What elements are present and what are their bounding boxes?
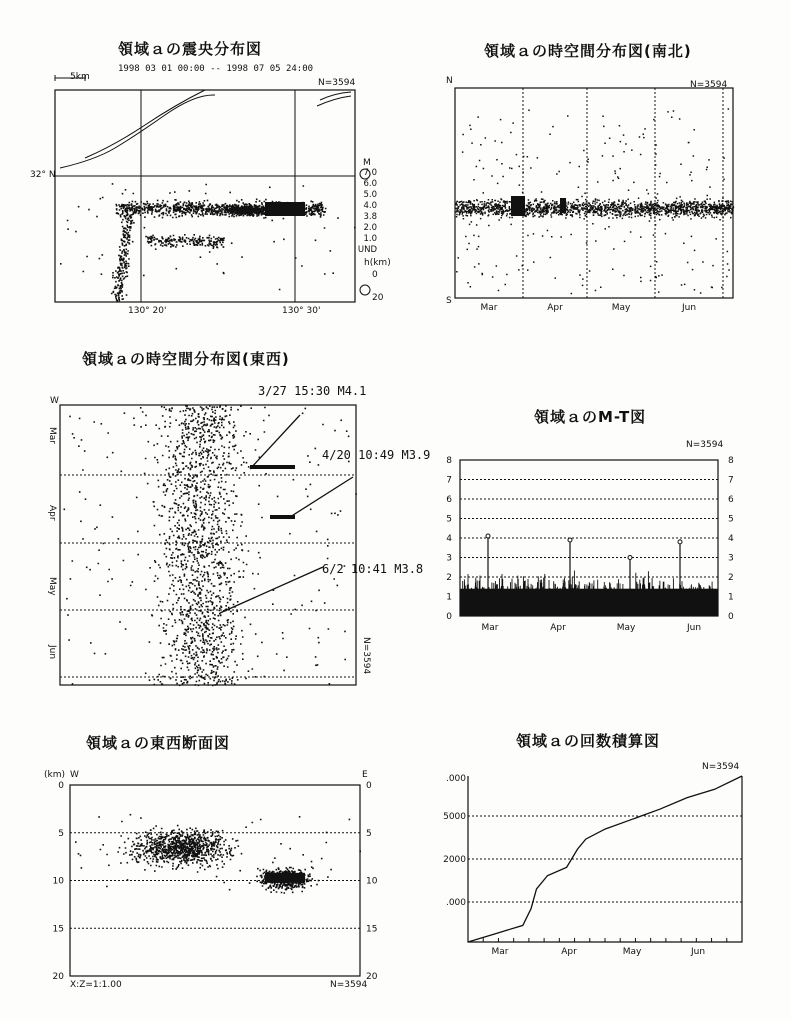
ew-section-count: N=3594 <box>330 980 368 990</box>
ew-section-km-label: (km) <box>44 770 66 780</box>
section-y-tick-right: 5 <box>366 828 372 839</box>
ew-spacetime-chart <box>47 405 371 685</box>
mt-y-tick-right: 6 <box>728 495 734 505</box>
ew-section-title: 領域ａの東西断面図 <box>86 734 231 752</box>
mt-y-tick-right: 5 <box>728 514 734 525</box>
ew-points-marks <box>64 405 357 686</box>
mt-y-tick-right: 7 <box>728 475 734 486</box>
section-y-tick-right: 10 <box>366 876 378 887</box>
ew-y-tick: Apr <box>47 505 57 521</box>
mt-y-tick-right: 8 <box>728 456 734 466</box>
epicenter-cluster <box>265 202 305 216</box>
mt-peak-head <box>486 534 490 538</box>
ns-spacetime-chart <box>455 88 733 313</box>
ns-spacetime-s-label: S <box>446 296 452 306</box>
mt-y-tick-left: 4 <box>446 534 452 544</box>
magnitude-legend-title: M <box>363 158 371 168</box>
ew-burst-1 <box>250 465 295 469</box>
ns-x-tick: Mar <box>480 303 498 313</box>
coastline-1 <box>60 95 215 168</box>
coastline-2 <box>85 90 205 158</box>
mt-x-tick: May <box>616 623 636 633</box>
ns-x-tick: Apr <box>547 303 563 313</box>
mt-peak-head <box>678 540 682 544</box>
magnitude-legend-item: 5.0 <box>363 190 377 200</box>
ns-x-tick: May <box>611 303 631 313</box>
mt-x-tick: Apr <box>550 623 566 633</box>
section-y-tick-right: 20 <box>366 972 378 982</box>
mt-dense-base <box>460 589 718 616</box>
ew-spacetime-w-label: W <box>50 396 59 406</box>
cumulative-title: 領域ａの回数積算図 <box>516 732 661 750</box>
mt-chart <box>440 450 780 640</box>
mt-y-tick-left: 0 <box>446 612 452 622</box>
ns-cluster-2 <box>560 198 566 213</box>
cumulative-y-tick: .000 <box>445 898 466 908</box>
ew-count: N=3594 <box>361 637 371 675</box>
epicenter-points-marks <box>60 183 356 301</box>
mt-x-tick: Jun <box>686 623 702 633</box>
annotation-m39: 4/20 10:49 M3.9 <box>322 448 431 462</box>
cumulative-x-tick: May <box>622 947 642 957</box>
cumulative-chart <box>436 772 746 962</box>
ns-spacetime-title: 領域ａの時空間分布図(南北) <box>484 42 692 60</box>
cumulative-y-tick: 5000 <box>443 812 466 822</box>
mt-y-tick-left: 1 <box>446 592 452 603</box>
section-y-tick-left: 10 <box>52 876 64 887</box>
ew-section-w-label: W <box>70 770 79 780</box>
section-y-tick-right: 0 <box>366 781 372 791</box>
mt-y-tick-left: 8 <box>446 456 452 466</box>
ns-x-tick: Jun <box>681 303 697 313</box>
ns-spacetime-count: N=3594 <box>690 80 728 90</box>
epicenter-map-chart <box>55 90 355 302</box>
epicenter-map-count: N=3594 <box>318 78 356 88</box>
depth-legend-20: 20 <box>372 293 384 303</box>
cumulative-x-tick: Apr <box>561 947 577 957</box>
depth-legend-0: 0 <box>372 270 378 280</box>
section-cluster <box>265 873 305 883</box>
mt-y-tick-right: 4 <box>728 534 734 544</box>
ew-spacetime-title: 領域ａの時空間分布図(東西) <box>82 350 290 368</box>
mt-x-tick: Mar <box>481 623 499 633</box>
magnitude-legend-item: 2.0 <box>363 223 377 233</box>
epicenter-map-lat-label: 32° N <box>30 170 56 180</box>
mt-y-tick-left: 7 <box>446 475 452 486</box>
cumulative-x-tick: Mar <box>491 947 509 957</box>
magnitude-legend-item: 4.0 <box>363 201 377 211</box>
cumulative-x-tick: Jun <box>690 947 706 957</box>
mt-y-tick-left: 2 <box>446 573 452 583</box>
section-points <box>75 814 361 894</box>
epicenter-map-title: 領域ａの震央分布図 <box>118 40 263 58</box>
mt-y-tick-left: 5 <box>446 514 452 525</box>
section-y-tick-left: 5 <box>58 828 64 839</box>
ew-section-chart <box>40 780 390 990</box>
epicenter-map-period: 1998 03 01 00:00 -- 1998 07 05 24:00 <box>118 64 314 74</box>
section-y-tick-left: 15 <box>52 924 64 935</box>
magnitude-legend-item: 3.8 <box>363 212 377 222</box>
section-points-marks <box>75 814 361 894</box>
mt-chart-title: 領域ａのM-T図 <box>534 408 647 426</box>
cumulative-y-tick: 2000 <box>443 855 466 865</box>
depth-legend-title: h(km) <box>364 258 391 268</box>
ew-section-ratio: X:Z=1:1.00 <box>70 980 122 990</box>
section-y-tick-left: 20 <box>52 972 64 982</box>
ns-points <box>455 108 734 294</box>
mt-y-tick-left: 6 <box>446 495 452 505</box>
epicenter-points <box>60 183 356 301</box>
depth-legend-circle <box>360 285 370 295</box>
mt-y-tick-right: 1 <box>728 592 734 603</box>
ew-points <box>64 405 357 686</box>
section-y-tick-right: 15 <box>366 924 378 935</box>
mt-y-tick-right: 2 <box>728 573 734 583</box>
magnitude-legend-item: 7.0 <box>363 168 377 178</box>
ew-y-tick: Jun <box>47 645 57 660</box>
mt-chart-count: N=3594 <box>686 440 724 450</box>
magnitude-legend <box>355 168 385 256</box>
mt-peak-head <box>568 538 572 542</box>
ns-spacetime-n-label: N <box>446 76 453 86</box>
epicenter-map-scale-label: 5km <box>70 72 90 82</box>
cumulative-count: N=3594 <box>702 762 740 772</box>
magnitude-legend-item: 1.0 <box>363 234 377 244</box>
mt-y-tick-right: 0 <box>728 612 734 622</box>
coastline-4 <box>317 96 351 106</box>
epicenter-map-lon-label-2: 130° 30' <box>282 306 321 316</box>
leader-m41 <box>250 415 300 469</box>
ew-y-tick: Mar <box>47 427 57 444</box>
section-y-tick-left: 0 <box>58 781 64 791</box>
ns-points-marks <box>455 108 734 294</box>
cumulative-y-tick: .000 <box>445 774 466 784</box>
mt-y-tick-left: 3 <box>446 553 452 564</box>
leader-m38 <box>220 567 323 613</box>
ew-section-e-label: E <box>362 770 368 780</box>
mt-peak-head <box>628 556 632 560</box>
epicenter-map-frame <box>55 90 355 302</box>
leader-m39 <box>290 477 353 517</box>
magnitude-legend-item: 6.0 <box>363 179 377 189</box>
epicenter-map-lon-label-1: 130° 20' <box>128 306 167 316</box>
annotation-m41: 3/27 15:30 M4.1 <box>258 384 367 398</box>
ew-y-tick: May <box>47 577 57 596</box>
annotation-m38: 6/2 10:41 M3.8 <box>322 562 424 576</box>
magnitude-legend-item: UND <box>357 245 377 255</box>
mt-y-tick-right: 3 <box>728 553 734 564</box>
ns-cluster <box>511 196 525 216</box>
